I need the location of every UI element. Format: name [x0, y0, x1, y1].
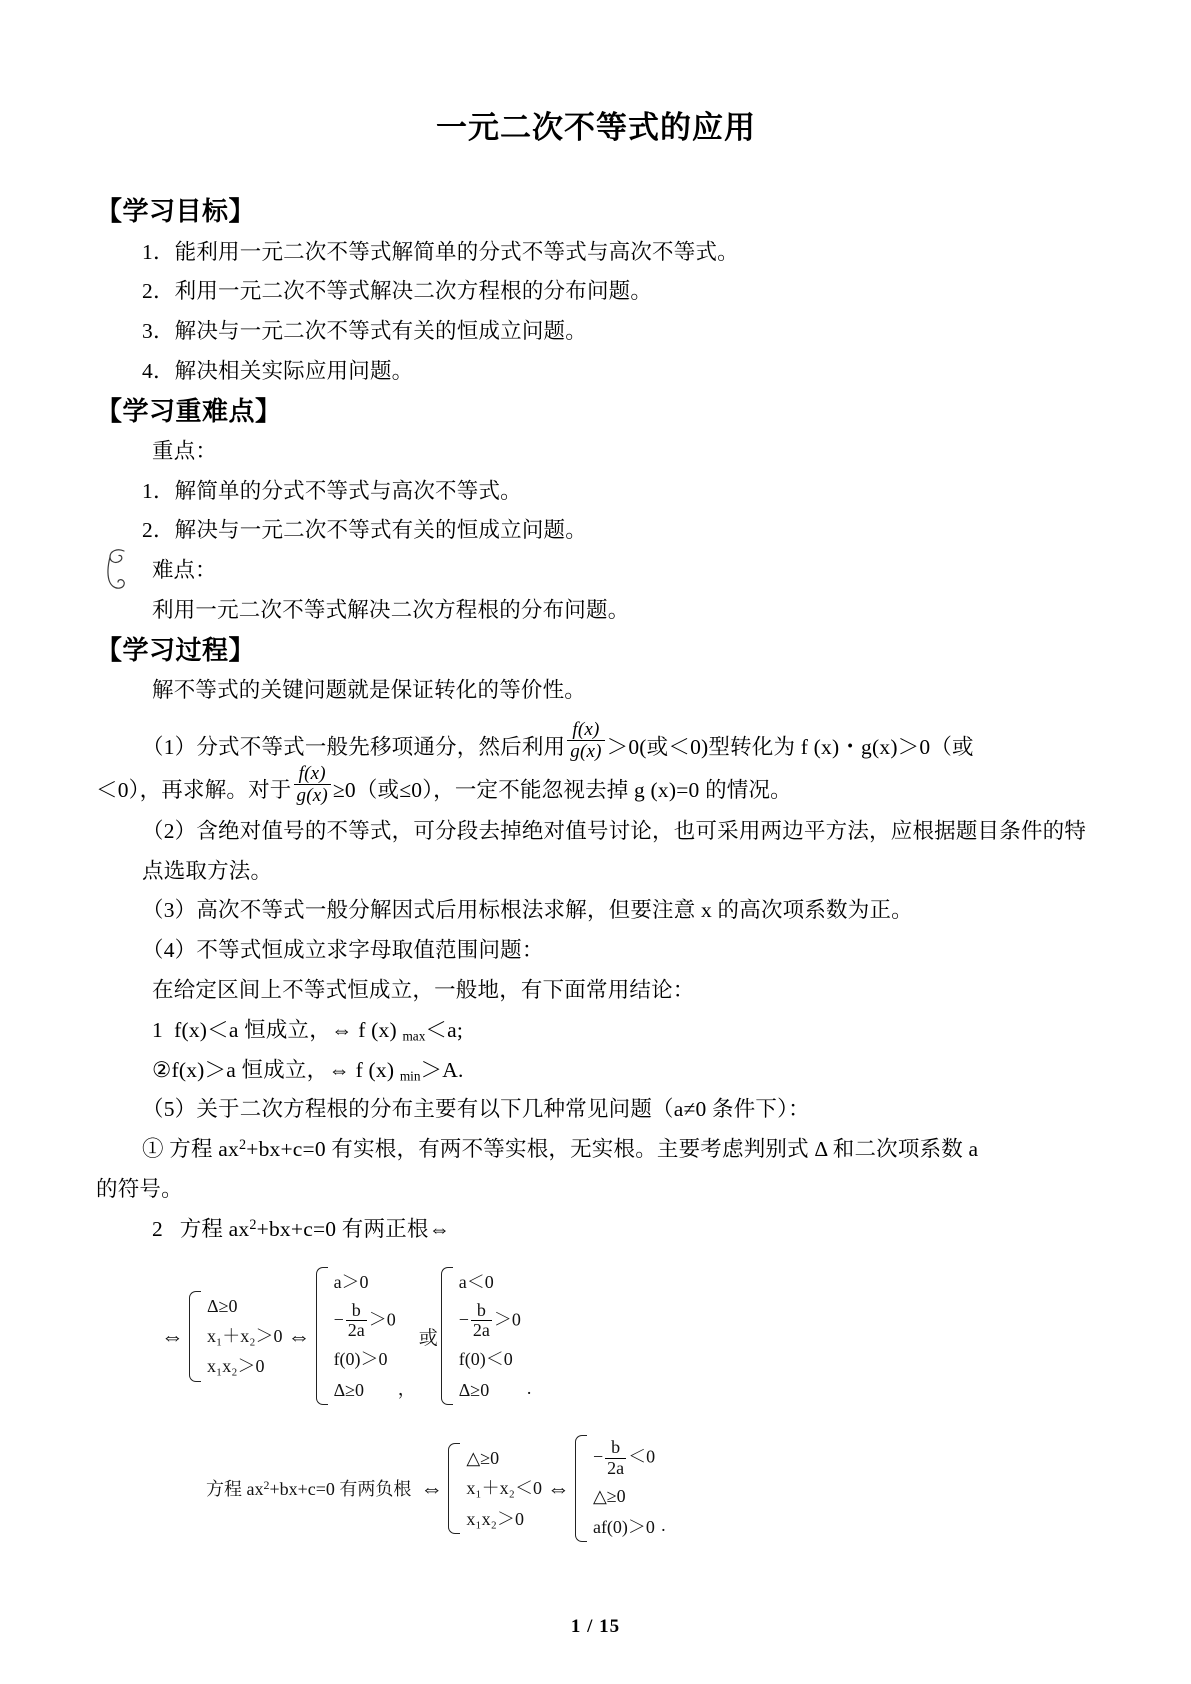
brace-group-3 [441, 1267, 521, 1404]
objective-item-1: 1．能利用一元二次不等式解简单的分式不等式与高次不等式。 [142, 239, 739, 264]
case-2-text-a: 方程 ax [179, 1216, 250, 1241]
difficult-point-item-1: 利用一元二次不等式解决二次方程根的分布问题。 [152, 598, 630, 623]
neg-brace-group-1-lines [466, 1443, 542, 1534]
process-item-1-line2-suffix: ≥0（或≤0），一定不能忽视去掉 g (x)=0 的情况。 [332, 778, 792, 803]
process-item-5-case-1 [96, 1130, 1096, 1170]
process-item-4: （4）不等式恒成立求字母取值范围问题： [142, 938, 544, 963]
process-item-1-line-2 [96, 762, 1096, 812]
brace-group-1-lines [207, 1291, 283, 1382]
section-heading-objectives: 【学习目标】 [96, 197, 256, 227]
section-heading-key-difficulties: 【学习重难点】 [96, 396, 282, 426]
difficult-point-label: 难点： [152, 558, 217, 583]
process-item-4-condition-1 [96, 1011, 1096, 1051]
condition-1-iff: ⇔ [330, 1017, 353, 1042]
ng2-relation: ＜0 [628, 1446, 656, 1467]
condition-1-text-a: f(x)＜a 恒成立， [174, 1017, 331, 1042]
g3-line-2 [459, 1298, 521, 1345]
ng2-minus-sign: − [592, 1446, 604, 1467]
g2-minus-sign: − [333, 1309, 344, 1330]
scroll-flourish-icon [101, 545, 135, 593]
iff-operator-1: ⇔ [420, 1475, 444, 1501]
fraction-denominator: g(x) [296, 784, 328, 806]
iff-operator-1: ⇔ [161, 1323, 184, 1349]
formula-period: . [661, 1515, 666, 1535]
ng2-line-2: △≥0 [592, 1486, 626, 1507]
process-item-3: （3）高次不等式一般分解因式后用标根法求解，但要注意 x 的高次项系数为正。 [142, 898, 913, 923]
g3-line-1: a＜0 [458, 1272, 494, 1293]
condition-1-text-c: ＜a; [425, 1017, 464, 1042]
g3-line-3: f(0)＜0 [458, 1349, 513, 1370]
ng1-line-2: x₁＋x₂＜0 [466, 1478, 542, 1499]
g2-line-3: f(0)＞0 [333, 1349, 388, 1370]
ng2-line-1 [593, 1435, 655, 1482]
ng2-line-3: af(0)＞0 [592, 1516, 655, 1537]
fraction-denominator: 2a [472, 1320, 490, 1341]
left-brace [316, 1267, 328, 1404]
objective-item-2: 2．利用一元二次不等式解决二次方程根的分布问题。 [142, 279, 653, 304]
fraction-numerator: b [605, 1438, 626, 1459]
process-item-5-case-1-cont: 的符号。 [96, 1176, 183, 1201]
process-intro: 解不等式的关键问题就是保证转化的等价性。 [152, 678, 587, 703]
case-2-exponent: 2 [249, 1216, 257, 1233]
process-item-1-line2-prefix: ＜0），再求解。对于 [96, 778, 292, 803]
fraction-b-over-2a [605, 1438, 626, 1479]
process-item-1-prefix: （1）分式不等式一般先移项通分，然后利用 [142, 735, 566, 759]
process-item-5-case-2 [96, 1210, 1096, 1250]
neg-brace-group-2-lines [593, 1435, 655, 1542]
process-item-1-line-1 [96, 719, 1096, 769]
case-1-exponent: 2 [238, 1136, 247, 1153]
fraction-denominator: 2a [347, 1320, 365, 1341]
condition-2-iff: ⇔ [328, 1057, 351, 1082]
fraction-f-over-g-2 [294, 763, 331, 807]
fraction-b-over-2a [346, 1301, 367, 1342]
brace-group-1 [189, 1291, 283, 1382]
negative-roots-label-b: +bx+c=0 有两负根 [269, 1479, 412, 1500]
formula-period: . [526, 1377, 532, 1398]
key-point-item-2: 2．解决与一元二次不等式有关的恒成立问题。 [142, 518, 587, 543]
g1-line-2: x₁＋x₂＞0 [207, 1325, 283, 1346]
page-footer [0, 1616, 1191, 1638]
condition-1-index: 1 [152, 1017, 163, 1042]
fraction-denominator: 2a [607, 1457, 625, 1478]
section-heading-process: 【学习过程】 [96, 635, 256, 665]
g3-line-4: Δ≥0 [458, 1379, 490, 1400]
g1-line-1: Δ≥0 [207, 1295, 238, 1316]
case-2-text-b: +bx+c=0 有两正根⇔ [256, 1216, 451, 1241]
g3-relation: ＞0 [493, 1309, 521, 1330]
page-content [96, 0, 1096, 1542]
negative-roots-label-a: 方程 ax [206, 1479, 264, 1500]
left-brace [189, 1291, 201, 1382]
g1-line-3: x₁x₂＞0 [207, 1356, 265, 1377]
g2-line-1: a＞0 [333, 1272, 369, 1293]
fraction-numerator: f(x) [294, 763, 331, 785]
fraction-numerator: b [346, 1301, 367, 1322]
page-number-total: 15 [599, 1616, 621, 1637]
left-brace [575, 1435, 587, 1542]
process-item-1-mid: ＞0(或＜0)型转化为 f (x)・g(x)＞0（或 [606, 735, 974, 759]
objective-item-4: 4．解决相关实际应用问题。 [142, 358, 414, 383]
fraction-denominator: g(x) [570, 741, 602, 763]
formula-or-word: 或 [418, 1327, 438, 1349]
case-1-text-a: ① 方程 ax [142, 1137, 239, 1162]
brace-group-3-lines [459, 1267, 521, 1404]
difficult-point-label-row [96, 551, 1096, 591]
g2-relation: ＞0 [368, 1309, 396, 1330]
ng1-line-1: △≥0 [466, 1447, 500, 1468]
page-title: 一元二次不等式的应用 [436, 110, 756, 145]
key-point-item-1: 1．解简单的分式不等式与高次不等式。 [142, 478, 522, 503]
key-point-label: 重点： [152, 438, 218, 463]
page-number-separator: / [587, 1616, 594, 1637]
case-2-index: 2 [152, 1216, 163, 1241]
g3-minus-sign: − [458, 1309, 469, 1330]
condition-2-text-b: f (x) [355, 1057, 395, 1082]
brace-group-2-lines [334, 1267, 396, 1404]
condition-2-text-c: ＞A. [420, 1057, 464, 1082]
process-item-4-condition-2 [96, 1051, 1096, 1091]
g2-line-2 [334, 1298, 396, 1345]
neg-brace-group-2 [575, 1435, 655, 1542]
left-brace [448, 1443, 460, 1534]
iff-operator-2: ⇔ [546, 1475, 570, 1501]
case-1-text-b: +bx+c=0 有实根，有两不等实根，无实根。主要考虑判别式 Δ 和二次项系数 a [246, 1137, 979, 1162]
iff-operator-2: ⇔ [287, 1323, 311, 1349]
fraction-numerator: b [471, 1301, 492, 1322]
process-item-4-sub: 在给定区间上不等式恒成立，一般地，有下面常用结论： [152, 977, 695, 1002]
condition-1-text-b: f (x) [358, 1017, 397, 1042]
formula-two-positive-roots [96, 1267, 1096, 1404]
ng1-line-3: x₁x₂＞0 [466, 1508, 524, 1529]
formula-two-negative-roots [96, 1435, 1096, 1542]
neg-brace-group-1 [448, 1443, 542, 1534]
negative-roots-exponent: 2 [263, 1478, 270, 1493]
fraction-numerator: f(x) [567, 719, 604, 741]
formula-comma: ， [397, 1378, 416, 1399]
fraction-f-over-g-1 [567, 719, 604, 763]
brace-group-2 [316, 1267, 396, 1404]
g2-line-4: Δ≥0 [333, 1379, 365, 1400]
condition-2-index: ② [152, 1057, 172, 1082]
condition-2-subscript: min [399, 1068, 421, 1084]
fraction-b-over-2a [471, 1301, 492, 1342]
process-item-2: （2）含绝对值号的不等式，可分段去掉绝对值号讨论，也可采用两边平方法，应根据题目条件的特点选取方法。 [142, 818, 1087, 883]
process-item-5: （5）关于二次方程根的分布主要有以下几种常见问题（a≠0 条件下）： [142, 1097, 810, 1122]
negative-roots-label [206, 1475, 415, 1501]
objective-item-3: 3．解决与一元二次不等式有关的恒成立问题。 [142, 319, 587, 344]
condition-2-text-a: f(x)＞a 恒成立， [171, 1057, 329, 1082]
condition-1-subscript: max [402, 1028, 426, 1044]
left-brace [441, 1267, 453, 1404]
page-number-current: 1 [570, 1616, 582, 1637]
